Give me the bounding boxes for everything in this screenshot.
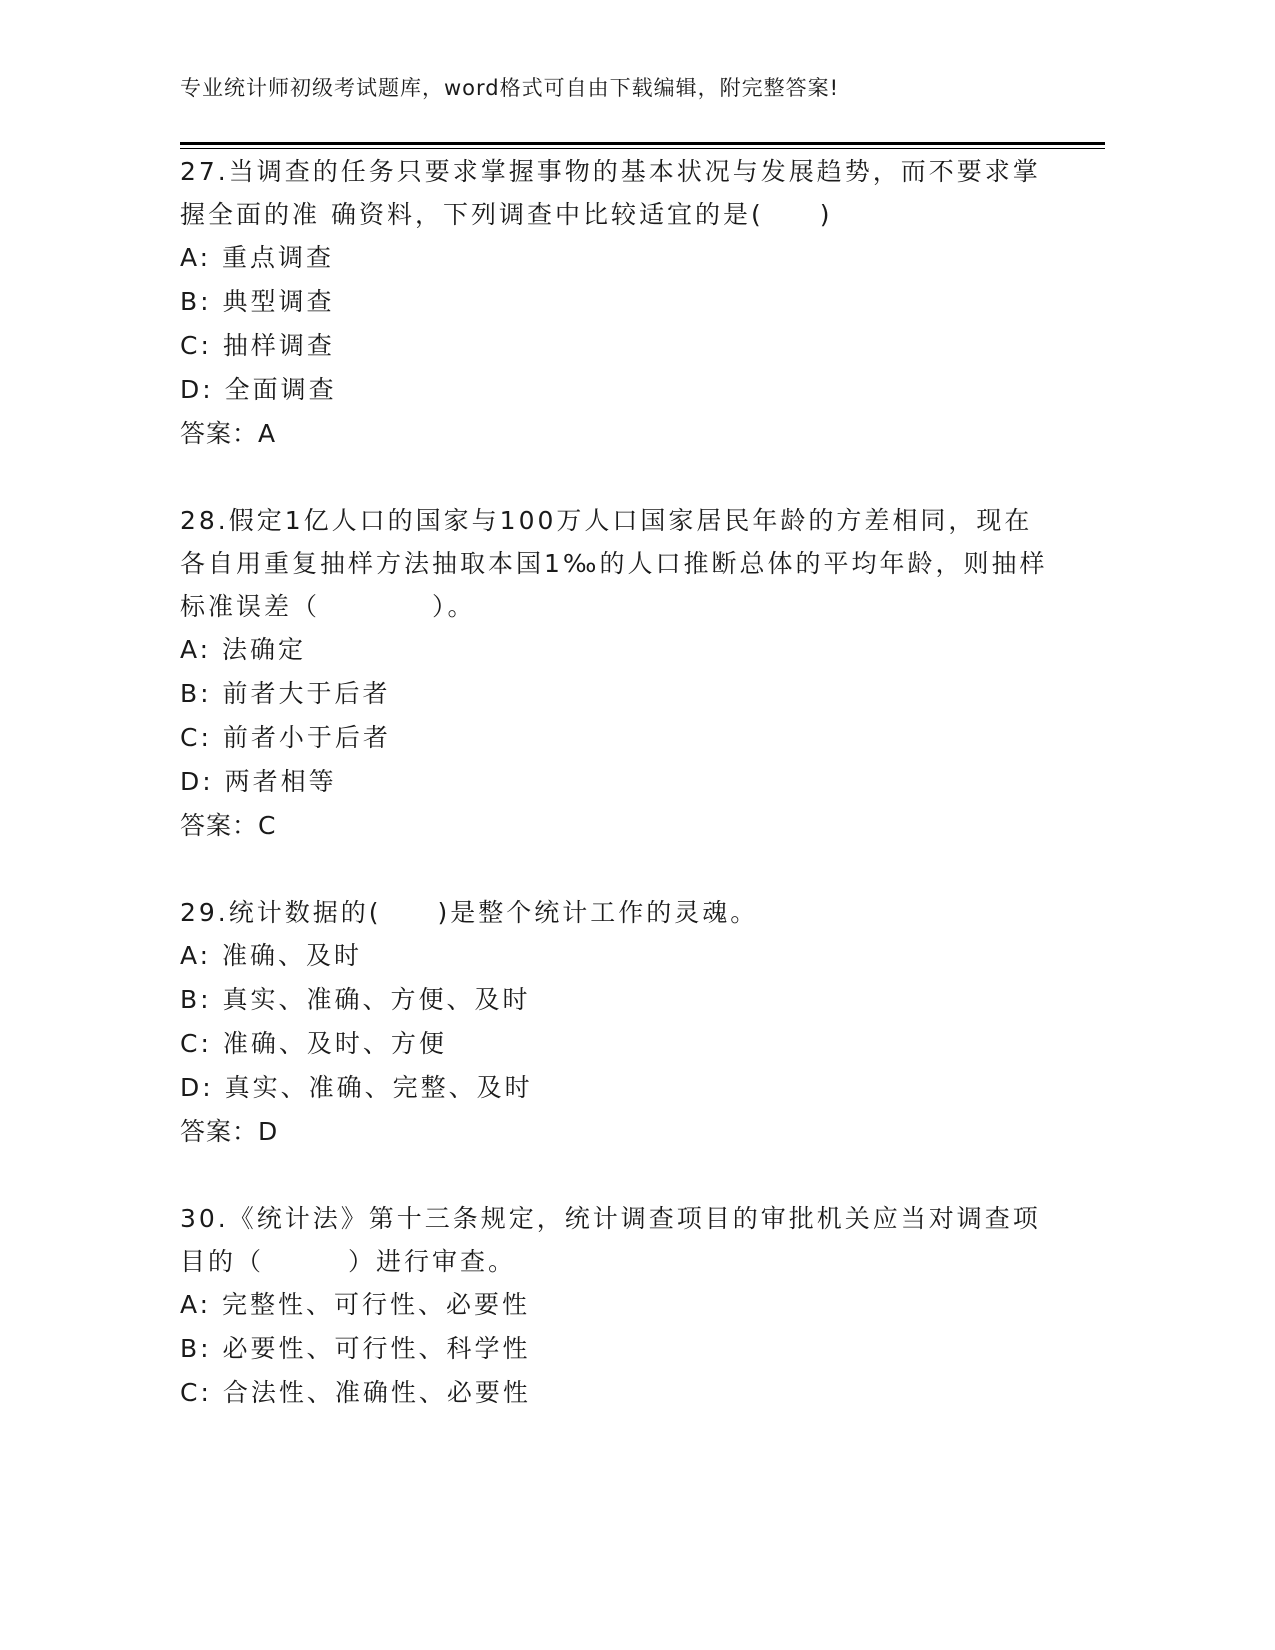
page-header: 专业统计师初级考试题库，word格式可自由下载编辑，附完整答案! — [180, 76, 840, 100]
question-27 — [180, 150, 1060, 456]
option-a: A: 准确、及时 — [180, 941, 363, 970]
option-b: B: 必要性、可行性、科学性 — [180, 1334, 531, 1363]
answer: 答案：C — [180, 811, 277, 840]
option-b: B: 前者大于后者 — [180, 679, 391, 708]
question-text: 29.统计数据的( )是整个统计工作的灵魂。 — [180, 898, 759, 927]
spacer — [180, 1154, 1060, 1197]
question-text: 27.当调查的任务只要求掌握事物的基本状况与发展趋势，而不要求掌握全面的准 确资料，下列调查中比较适宜的是( ) — [180, 157, 1041, 229]
option-c: C: 合法性、准确性、必要性 — [180, 1378, 531, 1407]
option-a: A: 法确定 — [180, 635, 307, 664]
spacer — [180, 848, 1060, 891]
question-29 — [180, 891, 1060, 1154]
answer: 答案：D — [180, 1117, 279, 1146]
answer: 答案：A — [180, 419, 277, 448]
question-text: 30.《统计法》第十三条规定，统计调查项目的审批机关应当对调查项目的（ ）进行审查。 — [180, 1204, 1041, 1276]
question-28 — [180, 499, 1060, 848]
header-divider-thick — [180, 142, 1105, 145]
option-d: D: 真实、准确、完整、及时 — [180, 1073, 533, 1102]
option-c: C: 前者小于后者 — [180, 723, 391, 752]
option-b: B: 典型调查 — [180, 287, 335, 316]
question-text: 28.假定1亿人口的国家与100万人口国家居民年龄的方差相同，现在各自用重复抽样方法抽取本国1‰的人口推断总体的平均年龄，则抽样标准误差（ ）。 — [180, 506, 1048, 621]
question-list — [180, 150, 1060, 1415]
spacer — [180, 456, 1060, 499]
option-c: C: 抽样调查 — [180, 331, 335, 360]
question-30 — [180, 1197, 1060, 1415]
option-d: D: 两者相等 — [180, 767, 337, 796]
header-divider-thin — [180, 148, 1105, 149]
option-d: D: 全面调查 — [180, 375, 337, 404]
option-a: A: 完整性、可行性、必要性 — [180, 1290, 531, 1319]
option-a: A: 重点调查 — [180, 243, 335, 272]
option-b: B: 真实、准确、方便、及时 — [180, 985, 531, 1014]
option-c: C: 准确、及时、方便 — [180, 1029, 447, 1058]
